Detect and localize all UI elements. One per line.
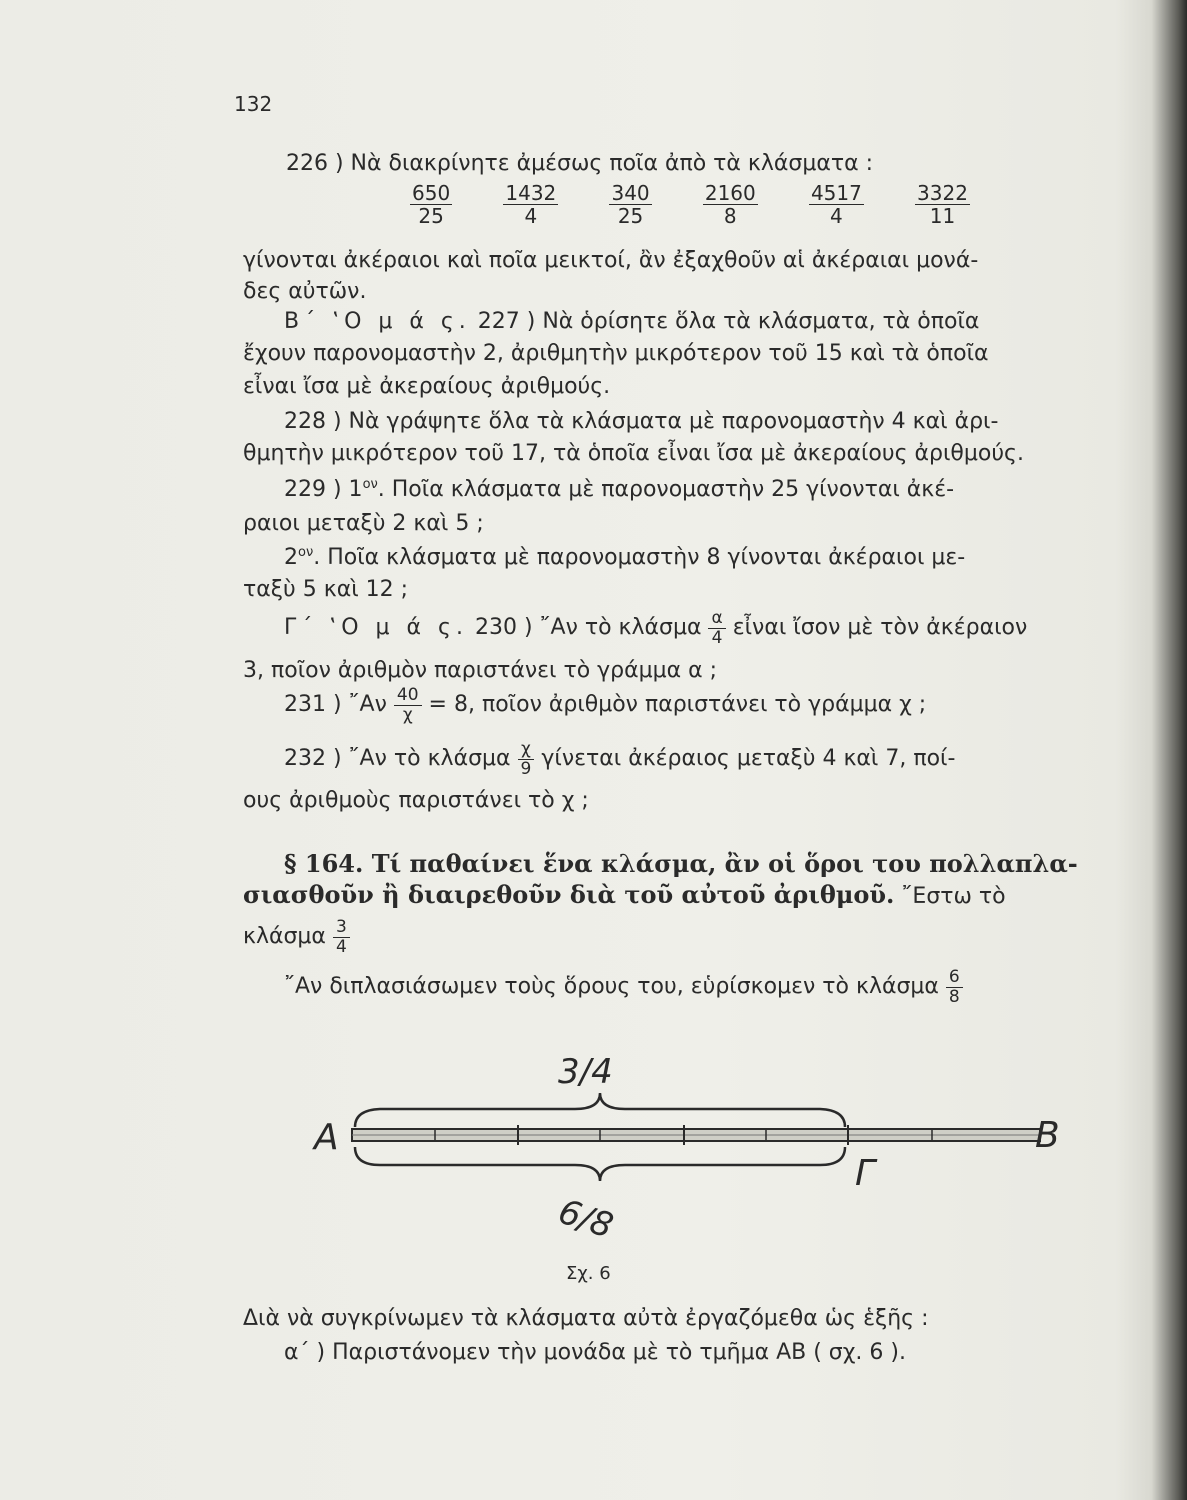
exercise-230-line1: Γ΄ ‛Ο μ ά ς. 230 ) ῎Αν τὸ κλάσμα $\frac{\alpha}{4}$ εἶναι ἴσον μὲ τὸν ἀκέραιον bbox=[284, 608, 1028, 648]
section-164-heading: § 164. Τί παθαίνει ἕνα κλάσμα, ἂν οἱ ὅροι του πολλαπλα- bbox=[284, 849, 1078, 878]
page-number: 132 bbox=[234, 92, 273, 116]
point-g-label: Γ bbox=[855, 1153, 876, 1194]
point-b-label: B bbox=[1035, 1115, 1060, 1156]
section-164-line2: σιασθοῦν ἢ διαιρεθοῦν διὰ τοῦ αὐτοῦ ἀριθμοῦ. ῎Εστω τὸ bbox=[243, 880, 1006, 909]
label-three-quarters: 3/4 bbox=[558, 1052, 613, 1092]
point-a-label: A bbox=[314, 1117, 339, 1158]
exercise-229-line3: $2^{o\nu}$. Ποῖα κλάσματα μὲ παρονομαστὴν 8 γίνονται ἀκέραιοι με- bbox=[284, 545, 966, 570]
group-c-label: Γ΄ ‛Ο μ ά ς. bbox=[284, 615, 468, 641]
bottom-brace bbox=[355, 1147, 845, 1181]
exercise-227-line1: Β΄ ‛Ο μ ά ς. 227 ) Νὰ ὁρίσητε ὅλα τὰ κλάσματα, τὰ ὁποῖα bbox=[284, 309, 980, 334]
label-six-eighths: 6/8 bbox=[553, 1191, 618, 1247]
figure-6-segment-diagram bbox=[300, 1025, 1080, 1255]
exercise-229-line4: ταξὺ 5 καὶ 12 ; bbox=[243, 577, 409, 602]
exercise-226-fractions bbox=[410, 182, 970, 227]
exercise-230-line2: 3, ποῖον ἀριθμὸν παριστάνει τὸ γράμμα α ; bbox=[243, 658, 718, 683]
exercise-229-line1: 229 ) $1^{o\nu}$. Ποῖα κλάσματα μὲ παρονομαστὴν 25 γίνονται ἀκέ- bbox=[284, 477, 955, 502]
exercise-227-line3: εἶναι ἴσα μὲ ἀκεραίους ἀριθμούς. bbox=[243, 374, 611, 399]
fraction-2: $\frac{1432}{4}$ bbox=[505, 181, 557, 228]
group-b-label: Β΄ ‛Ο μ ά ς. bbox=[284, 309, 471, 334]
fraction-x-9: $\frac{\chi}{9}$ bbox=[518, 740, 535, 778]
figure-caption: Σχ. 6 bbox=[566, 1263, 611, 1284]
section-164-line4: ῎Αν διπλασιάσωμεν τοὺς ὅρους του, εὑρίσκομεν τὸ κλάσμα $\frac{6}{8}$ bbox=[284, 968, 963, 1006]
closing-line2: α΄ ) Παριστάνομεν τὴν μονάδα μὲ τὸ τμῆμα ΑΒ ( σχ. 6 ). bbox=[284, 1340, 906, 1365]
exercise-226-line2: γίνονται ἀκέραιοι καὶ ποῖα μεικτοί, ἂν ἐξαχθοῦν αἱ ἀκέραιαι μονά- bbox=[243, 248, 979, 273]
exercise-232-line2: ους ἀριθμοὺς παριστάνει τὸ χ ; bbox=[243, 788, 589, 813]
fraction-alpha-4: $\frac{\alpha}{4}$ bbox=[708, 609, 725, 647]
fraction-1: $\frac{650}{25}$ bbox=[412, 181, 451, 228]
exercise-229-line2: ραιοι μεταξὺ 2 καὶ 5 ; bbox=[243, 511, 484, 536]
exercise-228-line1: 228 ) Νὰ γράψητε ὅλα τὰ κλάσματα μὲ παρονομαστὴν 4 καὶ ἀρι- bbox=[284, 409, 999, 434]
fraction-6: $\frac{3322}{11}$ bbox=[917, 181, 968, 228]
fraction-6-8: $\frac{6}{8}$ bbox=[946, 968, 963, 1006]
exercise-231-line: 231 ) ῎Αν $\frac{40}{\chi}$ = 8, ποῖον ἀριθμὸν παριστάνει τὸ γράμμα χ ; bbox=[284, 685, 927, 725]
fraction-4: $\frac{2160}{8}$ bbox=[704, 181, 756, 228]
exercise-227-line2: ἔχουν παρονομαστὴν 2, ἀριθμητὴν μικρότερον τοῦ 15 καὶ τὰ ὁποῖα bbox=[243, 341, 989, 366]
exercise-232-line1: 232 ) ῎Αν τὸ κλάσμα $\frac{\chi}{9}$ γίνεται ἀκέραιος μεταξὺ 4 καὶ 7, ποί- bbox=[284, 739, 956, 779]
fraction-3-4: $\frac{3}{4}$ bbox=[333, 918, 350, 956]
exercise-226-intro: 226 ) Νὰ διακρίνητε ἀμέσως ποῖα ἀπὸ τὰ κλάσματα : bbox=[286, 151, 873, 176]
fraction-40-x: $\frac{40}{\chi}$ bbox=[394, 686, 422, 724]
top-brace bbox=[355, 1093, 845, 1127]
fraction-5: $\frac{4517}{4}$ bbox=[810, 181, 862, 228]
closing-line1: Διὰ νὰ συγκρίνωμεν τὰ κλάσματα αὐτὰ ἐργαζόμεθα ὡς ἑξῆς : bbox=[243, 1306, 929, 1331]
section-164-line3: κλάσμα $\frac{3}{4}$ bbox=[243, 918, 350, 956]
exercise-226-line3: δες αὐτῶν. bbox=[243, 279, 367, 304]
fraction-3: $\frac{340}{25}$ bbox=[611, 181, 650, 228]
exercise-228-line2: θμητὴν μικρότερον τοῦ 17, τὰ ὁποῖα εἶναι ἴσα μὲ ἀκεραίους ἀριθμούς. bbox=[243, 441, 1024, 466]
